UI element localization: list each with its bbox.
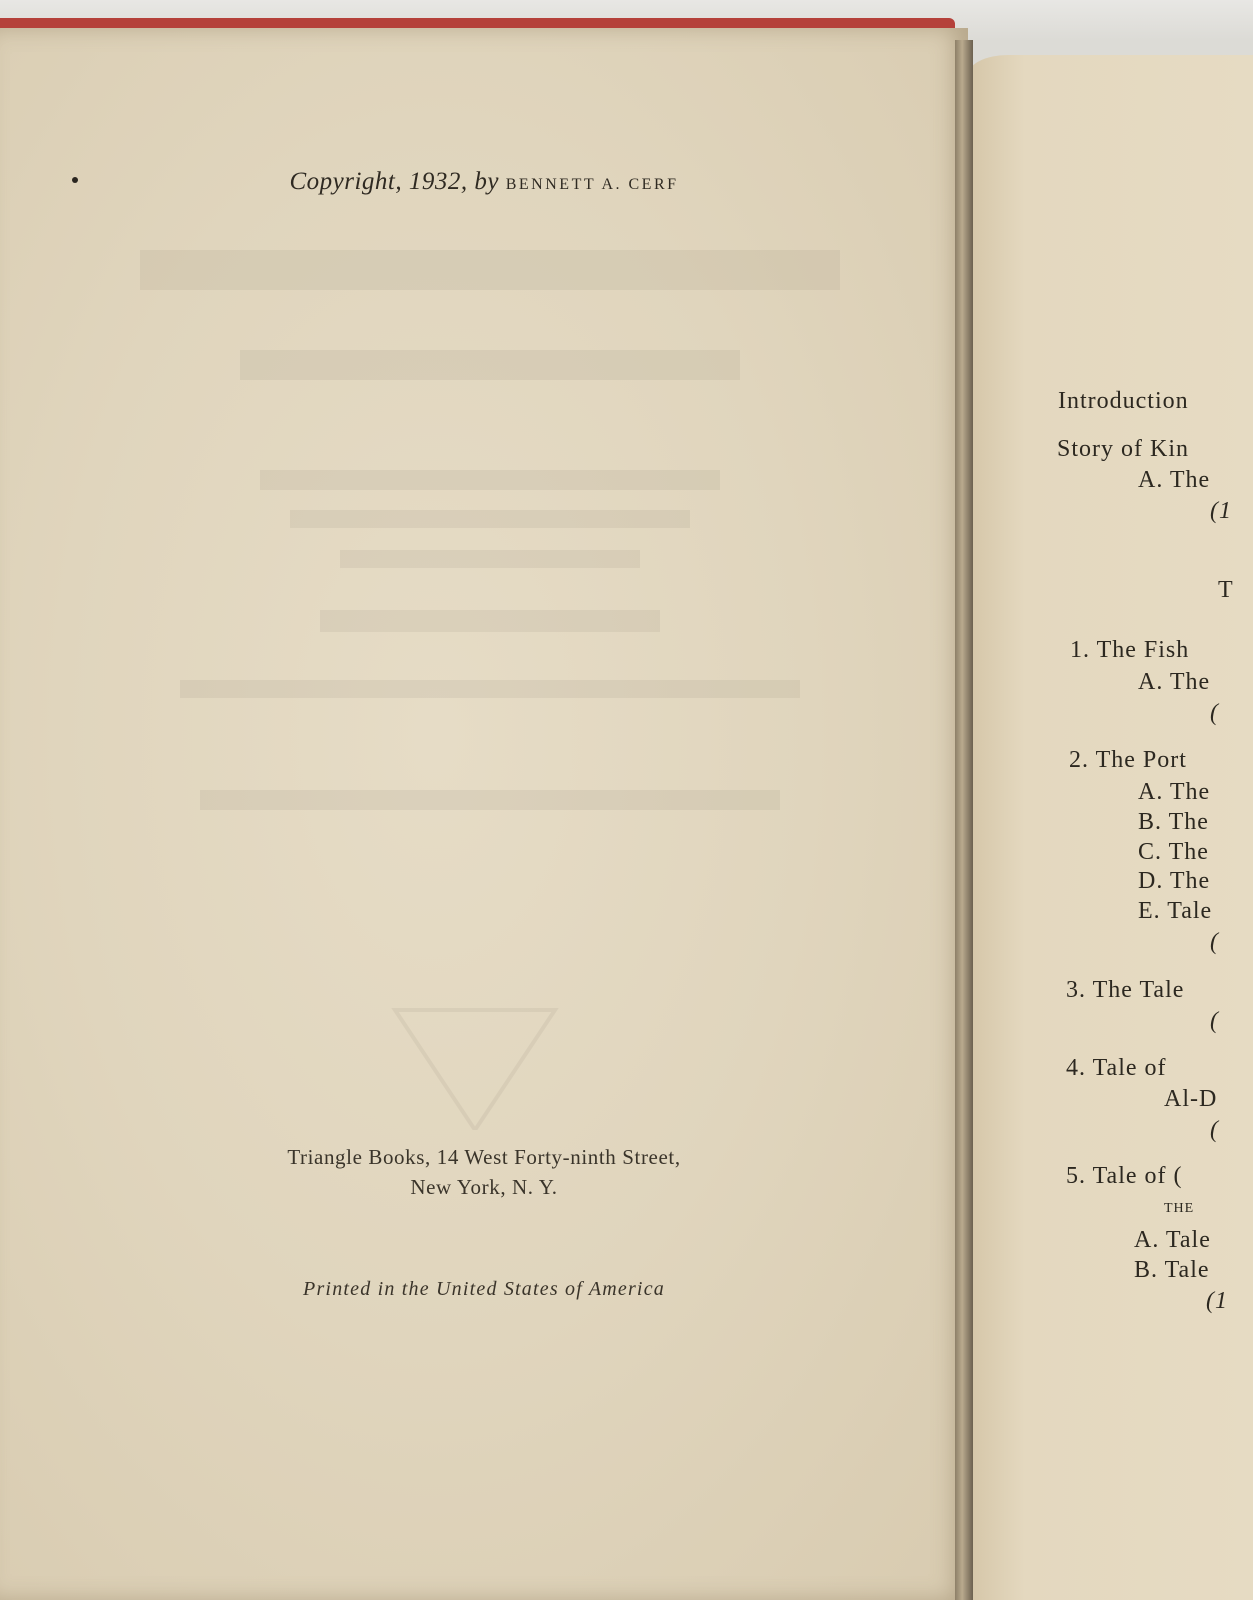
show-through-watermark [140,230,840,1130]
toc-line: B. The [1138,809,1209,835]
toc-line: 1. The Fish [1070,637,1190,663]
table-of-contents-fragment [968,55,1253,1600]
toc-line: A. Tale [1134,1227,1211,1253]
publisher-line-2: New York, N. Y. [410,1175,558,1199]
toc-line: T [1218,577,1234,603]
toc-line: C. The [1138,839,1209,865]
toc-line: D. The [1138,868,1211,894]
toc-line: (1 [1210,498,1232,524]
toc-line: ( [1210,1117,1219,1143]
toc-line: 4. Tale of [1066,1055,1167,1081]
toc-line: A. The [1138,669,1211,695]
toc-line: 3. The Tale [1066,977,1185,1003]
copyright-line [0,168,968,196]
publisher-line-1: Triangle Books, 14 West Forty-ninth Street, [287,1145,681,1169]
toc-line: 2. The Port [1069,747,1187,773]
toc-line: the [1164,1195,1195,1217]
toc-line: E. Tale [1138,898,1213,924]
toc-line: Story of Kin [1057,436,1189,462]
printed-in-line: Printed in the United States of America [303,1278,665,1300]
toc-line: A. The [1138,779,1211,805]
toc-line: 5. Tale of ( [1066,1163,1183,1189]
toc-line: Al-D [1164,1086,1218,1112]
toc-line: B. Tale [1134,1257,1210,1283]
toc-line: Introduction [1058,388,1189,414]
copyright-holder: BENNETT A. CERF [505,176,679,193]
copyright-prefix: Copyright, 1932, by [289,168,499,195]
publisher-block [0,1142,968,1202]
toc-line: ( [1210,929,1219,955]
toc-line: ( [1210,700,1219,726]
toc-line: (1 [1206,1288,1228,1314]
toc-line: A. The [1138,467,1211,493]
toc-line: ( [1210,1008,1219,1034]
